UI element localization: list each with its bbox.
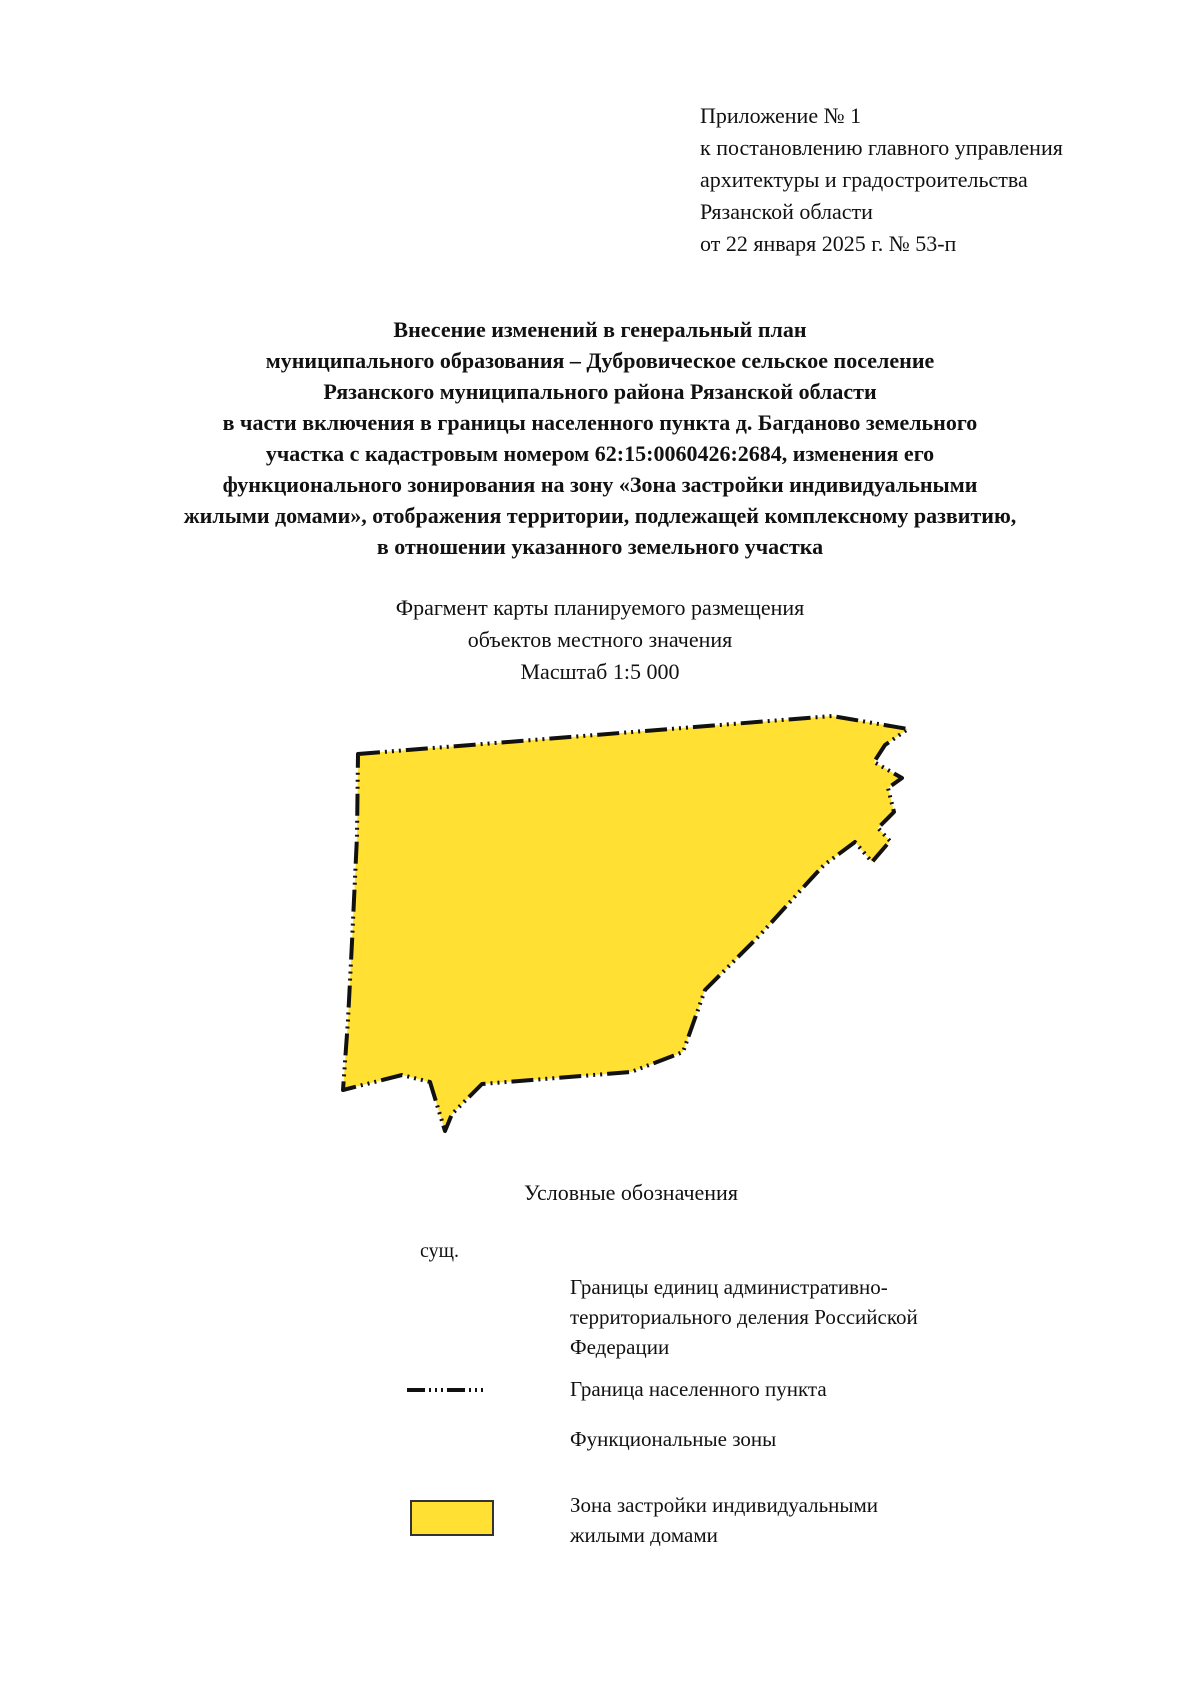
title-line-2: муниципального образования – Дубровическое сельское поселение [265,348,935,373]
annex-number: Приложение № 1 [700,103,862,128]
annex-line-4: Рязанской области [700,199,873,224]
legend-text-line: жилыми домами [570,1523,718,1547]
map-caption-line-2: объектов местного значения [467,627,733,652]
legend-item-residential-zone [570,1490,878,1550]
residential-zone-parcel [343,716,908,1131]
legend-item-functional-zones: Функциональные зоны [570,1427,777,1451]
residential-zone-swatch-icon [410,1500,494,1536]
legend-text-line: территориального деления Российской [570,1305,918,1329]
title-line-5: участка с кадастровым номером 62:15:0060426:2684, изменения его [265,441,935,466]
title-line-8: в отношении указанного земельного участка [376,534,824,559]
title-line-4: в части включения в границы населенного пункта д. Багданово земельного [222,410,978,435]
title-line-7: жилыми домами», отображения территории, подлежащей комплексному развитию, [183,503,1017,528]
legend-existing-label: сущ. [420,1240,460,1262]
legend-title: Условные обозначения [524,1180,738,1205]
legend-item-settlement-boundary: Граница населенного пункта [570,1377,827,1401]
legend-item-admin-boundaries [570,1272,918,1362]
map-scale: Масштаб 1:5 000 [520,659,680,684]
title-line-1: Внесение изменений в генеральный план [393,317,807,342]
legend-text-line: Федерации [570,1335,670,1359]
legend-text-line: Зона застройки индивидуальными [570,1493,879,1517]
title-line-6: функционального зонирования на зону «Зона застройки индивидуальными [222,472,978,497]
annex-date: от 22 января 2025 г. № 53-п [700,231,957,256]
annex-line-3: архитектуры и градостроительства [700,167,1028,192]
map-caption-line-1: Фрагмент карты планируемого размещения [395,595,805,620]
title-line-3: Рязанского муниципального района Рязанской области [323,379,877,404]
annex-line-2: к постановлению главного управления [700,135,1063,160]
settlement-boundary-line-icon [405,1380,485,1400]
legend-text-line: Границы единиц административно- [570,1275,888,1299]
